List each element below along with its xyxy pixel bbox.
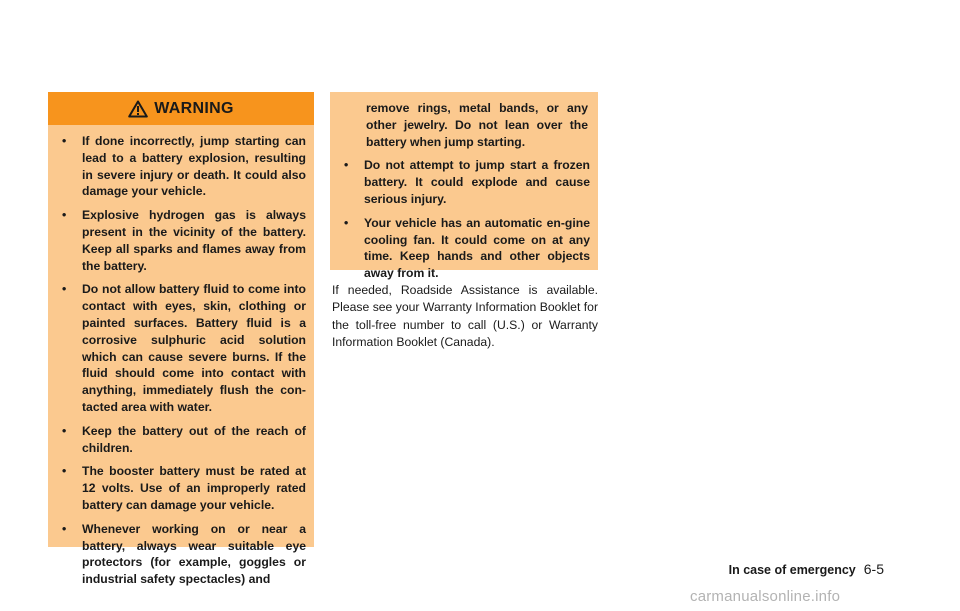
warning-item-text: Do not allow battery fluid to come into contact with eyes, skin, clothing or painted surfaces. Battery fluid is a corrosive sulphuric acid solution which can cause severe burns. If the fluid should come into contact with anything, immediately flush the con-tacted area with water.: [82, 282, 306, 414]
warning-header: [48, 92, 314, 125]
footer-section-title: In case of emergency: [728, 563, 856, 577]
warning-item-text: Whenever working on or near a battery, always wear suitable eye protectors (for example, goggles or industrial safety spectacles) and: [82, 521, 306, 587]
warning-box: [48, 92, 314, 587]
warning-triangle-icon: [128, 100, 148, 118]
warning-continuation-text: remove rings, metal bands, or any other jewelry. Do not lean over the battery when jump starting.: [366, 101, 588, 149]
warning-item-text: Do not attempt to jump start a frozen battery. It could explode and cause serious injury.: [364, 158, 590, 206]
warning-item: [344, 157, 590, 207]
warning-item-text: If done incorrectly, jump starting can lead to a battery explosion, resulting in severe injury or death. It could also damage your vehicle.: [82, 134, 306, 199]
bullet: •: [344, 158, 349, 173]
warning-title: WARNING: [154, 99, 234, 117]
watermark: carmanualsonline.info: [690, 588, 841, 605]
bullet: •: [62, 423, 67, 438]
warning-item-text: Explosive hydrogen gas is always present in the vicinity of the battery. Keep all sparks and flames away from the battery.: [82, 208, 306, 273]
bullet: •: [62, 134, 67, 148]
page-footer: [729, 561, 884, 577]
page-number: 6-5: [863, 561, 884, 577]
bullet: •: [62, 208, 67, 223]
warning-item-text: Your vehicle has an automatic en-gine cooling fan. It could come on at any time. Keep hands and other objects away from it.: [364, 215, 590, 281]
warning-box-continued: [330, 92, 598, 281]
warning-item: [62, 133, 306, 200]
warning-item: [62, 207, 306, 274]
warning-item: [62, 423, 306, 457]
warning-item: [62, 463, 306, 513]
bullet: •: [62, 521, 67, 536]
warning-list-right: [330, 157, 598, 282]
roadside-assistance-paragraph: If needed, Roadside Assistance is available. Please see your Warranty Information Booklet for the toll-free number to call (U.S.) or Warranty Information Booklet (Canada).: [332, 283, 598, 350]
bullet: •: [344, 215, 349, 230]
warning-item: [344, 215, 590, 282]
warning-list-left: [48, 125, 314, 588]
warning-item: [62, 521, 306, 588]
bullet: •: [62, 282, 67, 297]
warning-item: [62, 281, 306, 415]
warning-item-text: The booster battery must be rated at 12 volts. Use of an improperly rated battery can damage your vehicle.: [82, 464, 306, 512]
warning-item-text: Keep the battery out of the reach of children.: [82, 423, 306, 455]
bullet: •: [62, 464, 67, 479]
